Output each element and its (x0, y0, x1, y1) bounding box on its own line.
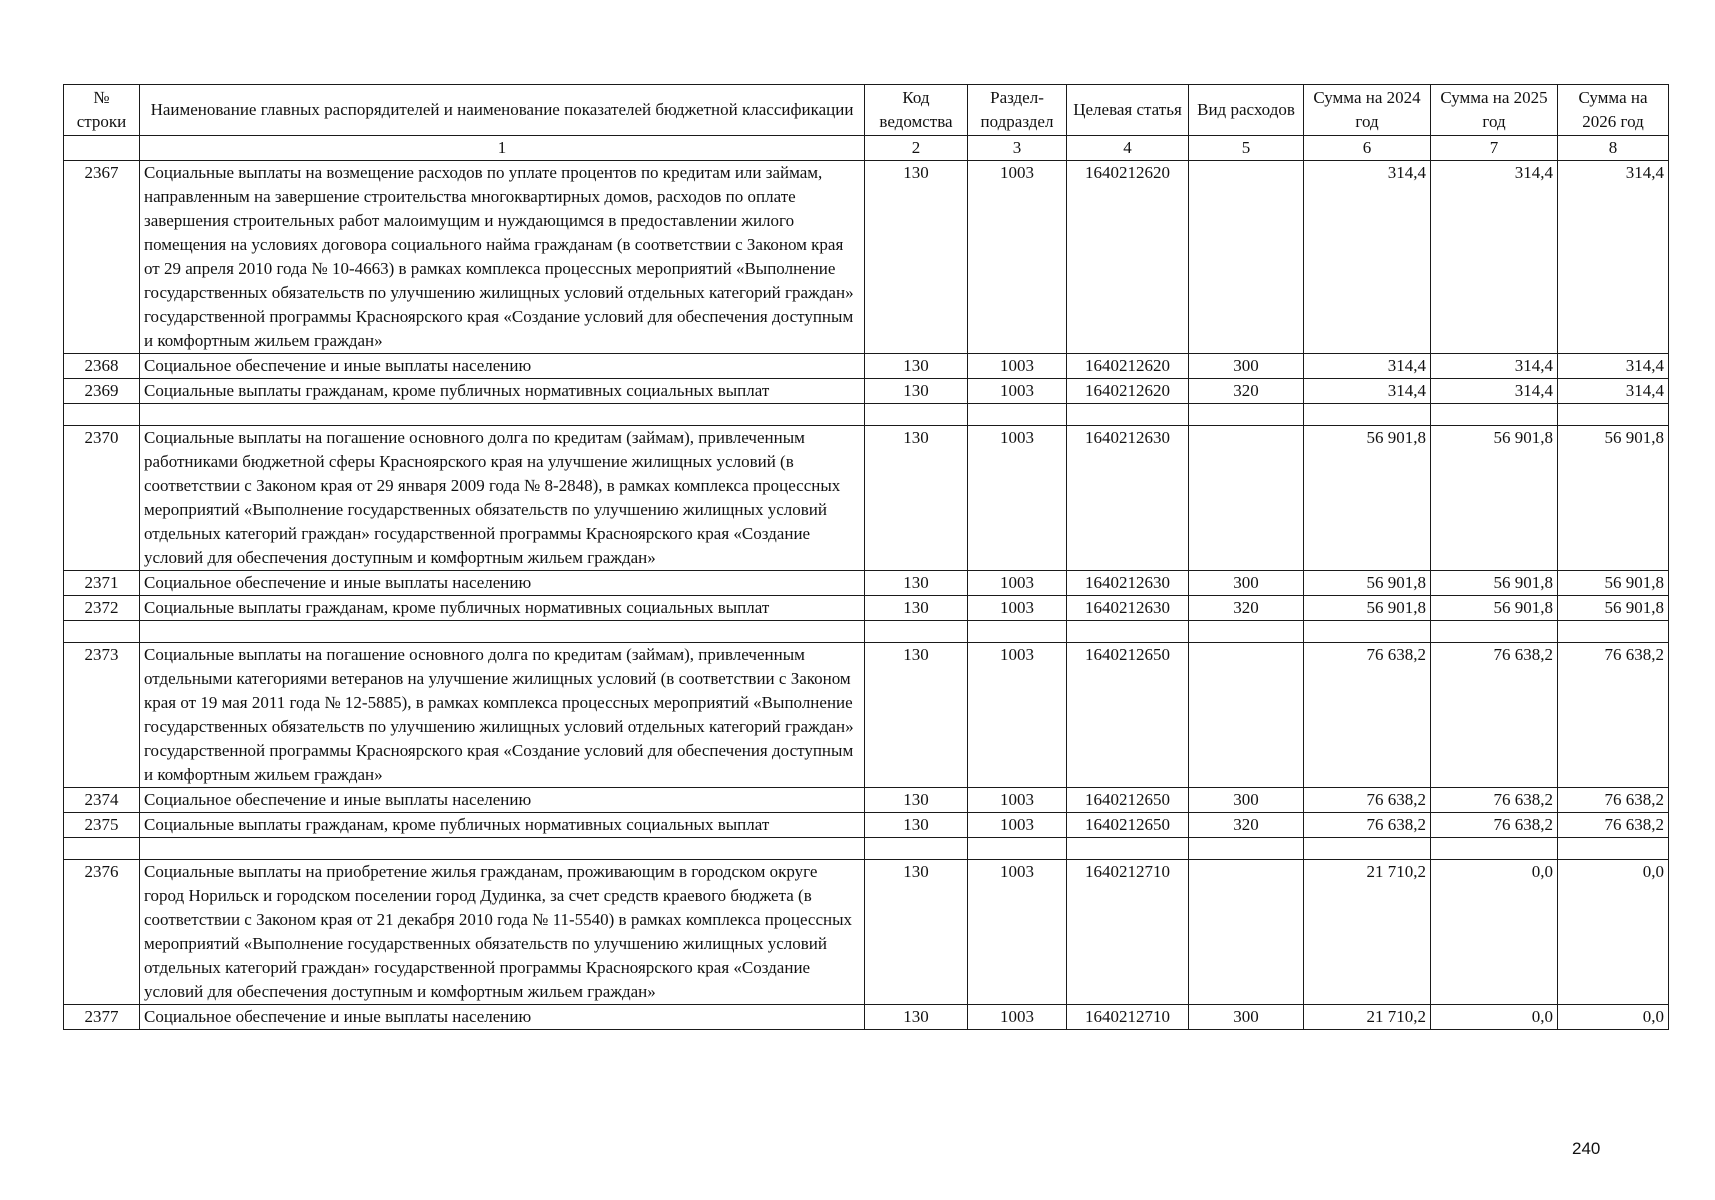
header-section: Раздел-подраздел (968, 85, 1067, 136)
row-section: 1003 (968, 643, 1067, 788)
row-article: 1640212630 (1067, 426, 1189, 571)
row-expense-kind: 320 (1189, 813, 1304, 838)
header-dept-code: Код ведомства (865, 85, 968, 136)
page-number: 240 (1572, 1139, 1601, 1158)
row-name: Социальное обеспечение и иные выплаты населению (140, 354, 865, 379)
table-row (64, 1005, 1669, 1030)
row-article: 1640212650 (1067, 813, 1189, 838)
row-number: 2376 (64, 860, 140, 1005)
row-section: 1003 (968, 1005, 1067, 1030)
row-sum-2026: 0,0 (1558, 860, 1669, 1005)
row-dept-code: 130 (865, 426, 968, 571)
row-name: Социальные выплаты гражданам, кроме публичных нормативных социальных выплат (140, 379, 865, 404)
row-dept-code: 130 (865, 813, 968, 838)
spacer-cell (1304, 621, 1431, 643)
row-number: 2371 (64, 571, 140, 596)
row-section: 1003 (968, 860, 1067, 1005)
row-expense-kind (1189, 426, 1304, 571)
row-sum-2026: 314,4 (1558, 379, 1669, 404)
row-dept-code: 130 (865, 860, 968, 1005)
table-spacer-row (64, 838, 1669, 860)
spacer-cell (1558, 404, 1669, 426)
column-number: 5 (1189, 136, 1304, 161)
table-row (64, 161, 1669, 354)
spacer-cell (1431, 621, 1558, 643)
spacer-cell (140, 621, 865, 643)
row-number: 2374 (64, 788, 140, 813)
row-number: 2373 (64, 643, 140, 788)
row-name: Социальное обеспечение и иные выплаты населению (140, 1005, 865, 1030)
row-sum-2026: 56 901,8 (1558, 426, 1669, 571)
header-row-no: № строки (64, 85, 140, 136)
table-row (64, 354, 1669, 379)
row-expense-kind (1189, 161, 1304, 354)
row-article: 1640212630 (1067, 596, 1189, 621)
spacer-cell (1431, 838, 1558, 860)
budget-table (63, 84, 1669, 1030)
row-section: 1003 (968, 426, 1067, 571)
spacer-cell (1067, 404, 1189, 426)
row-name: Социальные выплаты гражданам, кроме публичных нормативных социальных выплат (140, 596, 865, 621)
row-number: 2370 (64, 426, 140, 571)
header-expense-kind: Вид расходов (1189, 85, 1304, 136)
spacer-cell (1189, 838, 1304, 860)
row-section: 1003 (968, 354, 1067, 379)
column-number: 3 (968, 136, 1067, 161)
row-sum-2024: 314,4 (1304, 379, 1431, 404)
spacer-cell (865, 621, 968, 643)
spacer-cell (1067, 621, 1189, 643)
row-section: 1003 (968, 161, 1067, 354)
row-sum-2024: 314,4 (1304, 161, 1431, 354)
row-sum-2026: 56 901,8 (1558, 596, 1669, 621)
row-sum-2025: 0,0 (1431, 860, 1558, 1005)
row-expense-kind (1189, 860, 1304, 1005)
table-body (64, 161, 1669, 1030)
table-spacer-row (64, 404, 1669, 426)
row-name: Социальные выплаты на приобретение жилья гражданам, проживающим в городском округе город Норильск и городском поселении город Дудинка, за счет средств краевого бюджета (в соответствии с Законом края от 21 декабря 2010 года № 11-5540) в рамках комплекса процессных мероприятий «Выполнение государственных обязательств по улучшению жилищных условий отдельных категорий граждан» государственной программы Красноярского края «Создание условий для обеспечения доступным и комфортным жильем граждан» (140, 860, 865, 1005)
spacer-cell (1558, 838, 1669, 860)
spacer-cell (64, 838, 140, 860)
row-sum-2024: 314,4 (1304, 354, 1431, 379)
row-sum-2024: 56 901,8 (1304, 426, 1431, 571)
row-section: 1003 (968, 379, 1067, 404)
row-number: 2367 (64, 161, 140, 354)
row-sum-2024: 56 901,8 (1304, 571, 1431, 596)
row-sum-2026: 0,0 (1558, 1005, 1669, 1030)
spacer-cell (1558, 621, 1669, 643)
row-sum-2024: 76 638,2 (1304, 788, 1431, 813)
row-dept-code: 130 (865, 161, 968, 354)
spacer-cell (865, 404, 968, 426)
row-article: 1640212630 (1067, 571, 1189, 596)
table-spacer-row (64, 621, 1669, 643)
row-section: 1003 (968, 571, 1067, 596)
row-expense-kind: 300 (1189, 571, 1304, 596)
column-number: 2 (865, 136, 968, 161)
spacer-cell (64, 404, 140, 426)
table-row (64, 571, 1669, 596)
row-dept-code: 130 (865, 571, 968, 596)
table-row (64, 426, 1669, 571)
spacer-cell (1067, 838, 1189, 860)
spacer-cell (140, 404, 865, 426)
row-expense-kind: 320 (1189, 596, 1304, 621)
table-row (64, 860, 1669, 1005)
row-expense-kind: 320 (1189, 379, 1304, 404)
row-sum-2025: 76 638,2 (1431, 788, 1558, 813)
row-dept-code: 130 (865, 1005, 968, 1030)
spacer-cell (64, 621, 140, 643)
table-row (64, 643, 1669, 788)
row-sum-2025: 314,4 (1431, 379, 1558, 404)
row-article: 1640212710 (1067, 860, 1189, 1005)
spacer-cell (968, 838, 1067, 860)
header-sum-2024: Сумма на 2024 год (1304, 85, 1431, 136)
row-dept-code: 130 (865, 596, 968, 621)
spacer-cell (1304, 838, 1431, 860)
row-number: 2375 (64, 813, 140, 838)
row-sum-2026: 56 901,8 (1558, 571, 1669, 596)
header-row (64, 85, 1669, 136)
row-name: Социальные выплаты на погашение основного долга по кредитам (займам), привлеченным работниками бюджетной сферы Красноярского края на улучшение жилищных условий (в соответствии с Законом края от 29 января 2009 года № 8-2848), в рамках комплекса процессных мероприятий «Выполнение государственных обязательств по улучшению жилищных условий отдельных категорий граждан» государственной программы Красноярского края «Создание условий для обеспечения доступным и комфортным жильем граждан» (140, 426, 865, 571)
row-section: 1003 (968, 813, 1067, 838)
spacer-cell (140, 838, 865, 860)
header-article: Целевая статья (1067, 85, 1189, 136)
row-number: 2377 (64, 1005, 140, 1030)
table-row (64, 813, 1669, 838)
row-sum-2024: 56 901,8 (1304, 596, 1431, 621)
header-sum-2025: Сумма на 2025 год (1431, 85, 1558, 136)
row-article: 1640212620 (1067, 354, 1189, 379)
row-sum-2025: 314,4 (1431, 161, 1558, 354)
row-sum-2024: 76 638,2 (1304, 813, 1431, 838)
spacer-cell (1304, 404, 1431, 426)
column-number-row (64, 136, 1669, 161)
row-expense-kind (1189, 643, 1304, 788)
row-name: Социальное обеспечение и иные выплаты населению (140, 571, 865, 596)
column-number: 4 (1067, 136, 1189, 161)
spacer-cell (865, 838, 968, 860)
row-name: Социальные выплаты на погашение основного долга по кредитам (займам), привлеченным отдельными категориями ветеранов на улучшение жилищных условий (в соответствии с Законом края от 19 мая 2011 года № 12-5885), в рамках комплекса процессных мероприятий «Выполнение государственных обязательств по улучшению жилищных условий отдельных категорий граждан» государственной программы Красноярского края «Создание условий для обеспечения доступным и комфортным жильем граждан» (140, 643, 865, 788)
spacer-cell (1189, 621, 1304, 643)
row-sum-2026: 76 638,2 (1558, 643, 1669, 788)
row-number: 2368 (64, 354, 140, 379)
row-dept-code: 130 (865, 379, 968, 404)
row-section: 1003 (968, 596, 1067, 621)
column-number: 6 (1304, 136, 1431, 161)
row-expense-kind: 300 (1189, 788, 1304, 813)
row-article: 1640212710 (1067, 1005, 1189, 1030)
row-article: 1640212620 (1067, 161, 1189, 354)
header-sum-2026: Сумма на 2026 год (1558, 85, 1669, 136)
row-sum-2026: 76 638,2 (1558, 788, 1669, 813)
row-name: Социальные выплаты на возмещение расходов по уплате процентов по кредитам или займам, направленным на завершение строительства многоквартирных домов, расходов по оплате завершения строительных работ малоимущим и нуждающимся в предоставлении жилого помещения на условиях договора социального найма гражданам (в соответствии с Законом края от 29 апреля 2010 года № 10-4663) в рамках комплекса процессных мероприятий «Выполнение государственных обязательств по улучшению жилищных условий отдельных категорий граждан» государственной программы Красноярского края «Создание условий для обеспечения доступным и комфортным жильем граждан» (140, 161, 865, 354)
row-sum-2024: 21 710,2 (1304, 860, 1431, 1005)
table-row (64, 596, 1669, 621)
row-sum-2025: 314,4 (1431, 354, 1558, 379)
row-sum-2025: 56 901,8 (1431, 426, 1558, 571)
row-expense-kind: 300 (1189, 354, 1304, 379)
row-sum-2025: 76 638,2 (1431, 813, 1558, 838)
column-number: 7 (1431, 136, 1558, 161)
spacer-cell (968, 404, 1067, 426)
header-name: Наименование главных распорядителей и наименование показателей бюджетной классификации (140, 85, 865, 136)
row-dept-code: 130 (865, 643, 968, 788)
row-expense-kind: 300 (1189, 1005, 1304, 1030)
row-sum-2025: 0,0 (1431, 1005, 1558, 1030)
row-name: Социальное обеспечение и иные выплаты населению (140, 788, 865, 813)
row-sum-2024: 21 710,2 (1304, 1005, 1431, 1030)
row-sum-2026: 314,4 (1558, 161, 1669, 354)
row-number: 2372 (64, 596, 140, 621)
row-name: Социальные выплаты гражданам, кроме публичных нормативных социальных выплат (140, 813, 865, 838)
row-article: 1640212650 (1067, 788, 1189, 813)
row-dept-code: 130 (865, 788, 968, 813)
row-sum-2026: 76 638,2 (1558, 813, 1669, 838)
row-sum-2025: 76 638,2 (1431, 643, 1558, 788)
spacer-cell (968, 621, 1067, 643)
row-section: 1003 (968, 788, 1067, 813)
row-sum-2025: 56 901,8 (1431, 571, 1558, 596)
row-dept-code: 130 (865, 354, 968, 379)
row-sum-2024: 76 638,2 (1304, 643, 1431, 788)
column-number: 8 (1558, 136, 1669, 161)
row-sum-2026: 314,4 (1558, 354, 1669, 379)
table-row (64, 788, 1669, 813)
spacer-cell (1431, 404, 1558, 426)
row-article: 1640212620 (1067, 379, 1189, 404)
table-row (64, 379, 1669, 404)
row-number: 2369 (64, 379, 140, 404)
column-number-blank (64, 136, 140, 161)
spacer-cell (1189, 404, 1304, 426)
column-number: 1 (140, 136, 865, 161)
row-sum-2025: 56 901,8 (1431, 596, 1558, 621)
row-article: 1640212650 (1067, 643, 1189, 788)
